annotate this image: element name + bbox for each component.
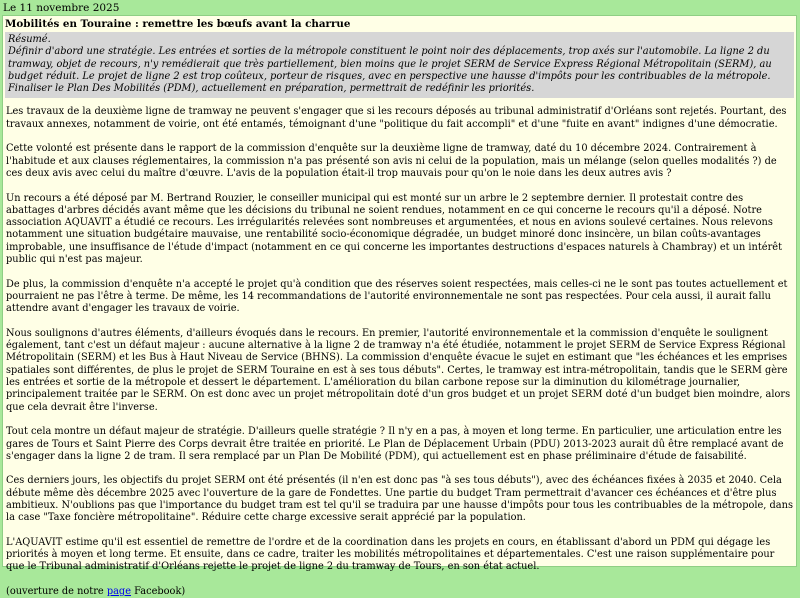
summary-label: Résumé. bbox=[8, 34, 51, 45]
date-header: Le 11 novembre 2025 bbox=[3, 2, 120, 14]
article-card bbox=[2, 15, 797, 598]
paragraph: De plus, la commission d'enquête n'a accepté le projet qu'à condition que des réserves soient respectées, mais celles-ci ne le sont pas toutes actuellement et pourraient ne pas l'être à terme. De même, les 14 recommandations de l'autorité environnementale ne sont pas respectées. Pour cela aussi, il aurait fallu attendre avant d'engager les travaux de voirie. bbox=[6, 278, 788, 315]
article-title: Mobilités en Touraine : remettre les bœufs avant la charrue bbox=[5, 18, 351, 30]
paragraph: Ces derniers jours, les objectifs du projet SERM ont été présentés (il n'en est donc pas "à ses tous débuts"), avec des échéances fixées à 2035 et 2040. Cela débute même dès décembre 2025 avec l'ouverture de la gare de Fondettes. Une partie du budget Tram permettrait d'avancer ces échéances et d'être plus ambitieux. N'oublions pas que l'importance du budget tram est tel qu'il se traduira par une hausse d'impôts pour tous les contribuables de la métropole, dans la case "Taxe foncière métropolitaine". Réduire cette charge excessive serait apprécié par la population. bbox=[6, 475, 793, 524]
footer-suffix: Facebook) bbox=[131, 586, 186, 598]
paragraph: Nous soulignons d'autres éléments, d'ailleurs évoqués dans le recours. En premier, l'autorité environnementale et la commission d'enquête le soulignent également, tant c'est un défaut majeur : aucune alternative à la ligne 2 de tramway n'a été étudiée, notamment le projet SERM de Service Express Régional Métropolitain (SERM) et les Bus à Haut Niveau de Service (BHNS). La commission d'enquête évacue le sujet en estimant que "les échéances et les emprises spatiales sont différentes, de plus le projet de SERM Touraine en est à ses tous débuts". Certes, le tramway est intra-métropolitain, tandis que le SERM gère les entrées et sortie de la métropole et dessert le département. L'amélioration du bilan carbone repose sur la diminution du kilométrage journalier, principalement traitée par le SERM. On est donc avec un projet métropolitain doté d'un gros budget et un projet SERM doté d'un budget bien moindre, alors que cela devrait être l'inverse. bbox=[6, 327, 791, 413]
paragraph: Les travaux de la deuxième ligne de tramway ne peuvent s'engager que si les recours déposés au tribunal administratif d'Orléans sont rejetés. Pourtant, des travaux annexes, notamment de voirie, ont été entamés, témoignant d'une "politique du fait accompli" et d'une "fuite en avant" indignes d'une démocratie. bbox=[6, 106, 787, 130]
paragraph: Un recours a été déposé par M. Bertrand Rouzier, le conseiller municipal qui est monté sur un arbre le 2 septembre dernier. Il protestait contre des abattages d'arbres décidés avant même que les décisions du tribunal ne soient rendues, notamment en ce qui concerne le recours qu'il a déposé. Notre association AQUAVIT a étudié ce recours. Les irrégularités relevées sont nombreuses et argumentées, et nous en avions soulevé certaines. Nous relevons notamment une situation budgétaire mauvaise, une rentabilité socio-économique dégradée, un budget minoré donc insincère, un bilan coûts-avantages improbable, une insuffisance de l'étude d'impact (notamment en ce qui concerne les importantes destructions d'espaces naturels à Chambray) et un intérêt public qui n'est pas majeur. bbox=[6, 192, 783, 266]
article-body bbox=[3, 98, 796, 598]
paragraph: L'AQUAVIT estime qu'il est essentiel de remettre de l'ordre et de la coordination dans les projets en cours, en établissant d'abord un PDM qui dégage les priorités à moyen et long terme. Et ensuite, dans ce cadre, traiter les mobilités métropolitaines et départementales. C'est une raison supplémentaire pour que le Tribunal administratif d'Orléans rejette le projet de ligne 2 du tramway de Tours, en son état actuel. bbox=[6, 536, 775, 573]
summary-text: Définir d'abord une stratégie. Les entrées et sorties de la métropole constituent le point noir des déplacements, trop axés sur l'automobile. La ligne 2 du tramway, objet de recours, n'y remédierait que très partiellement, bien moins que le projet SERM de Service Express Régional Métropolitain (SERM), au budget réduit. Le projet de ligne 2 est trop coûteux, porteur de risques, avec en perspective une hausse d'impôts pour les contribuables de la métropole. Finaliser le Plan Des Mobilités (PDM), actuellement en préparation, permettrait de redéfinir les priorités. bbox=[8, 46, 772, 95]
footer-prefix: (ouverture de notre bbox=[6, 586, 107, 598]
footer-line bbox=[6, 586, 793, 598]
summary-box bbox=[5, 32, 794, 98]
paragraph: Cette volonté est présente dans le rapport de la commission d'enquête sur la deuxième ligne de tramway, daté du 10 décembre 2024. Contrairement à l'habitude et aux clauses réglementaires, la commission n'a pas présenté son avis ni celui de la population, mais un mélange (selon quelles modalités ?) de ces deux avis avec celui du maître d'œuvre. L'avis de la population était-il trop mauvais pour qu'on le noie dans les deux autres avis ? bbox=[6, 143, 777, 179]
facebook-page-link[interactable]: page bbox=[106, 586, 131, 598]
paragraph: Tout cela montre un défaut majeur de stratégie. D'ailleurs quelle stratégie ? Il n'y en a pas, à moyen et long terme. En particulier, une articulation entre les gares de Tours et Saint Pierre des Corps devrait être traitée en priorité. Le Plan de Déplacement Urbain (PDU) 2013-2023 aurait dû être remplacé avant de s'engager dans la ligne 2 de tram. Il sera remplacé par un Plan De Mobilité (PDM), qui actuellement est en phase préliminaire d'étude de faisabilité. bbox=[6, 426, 784, 462]
